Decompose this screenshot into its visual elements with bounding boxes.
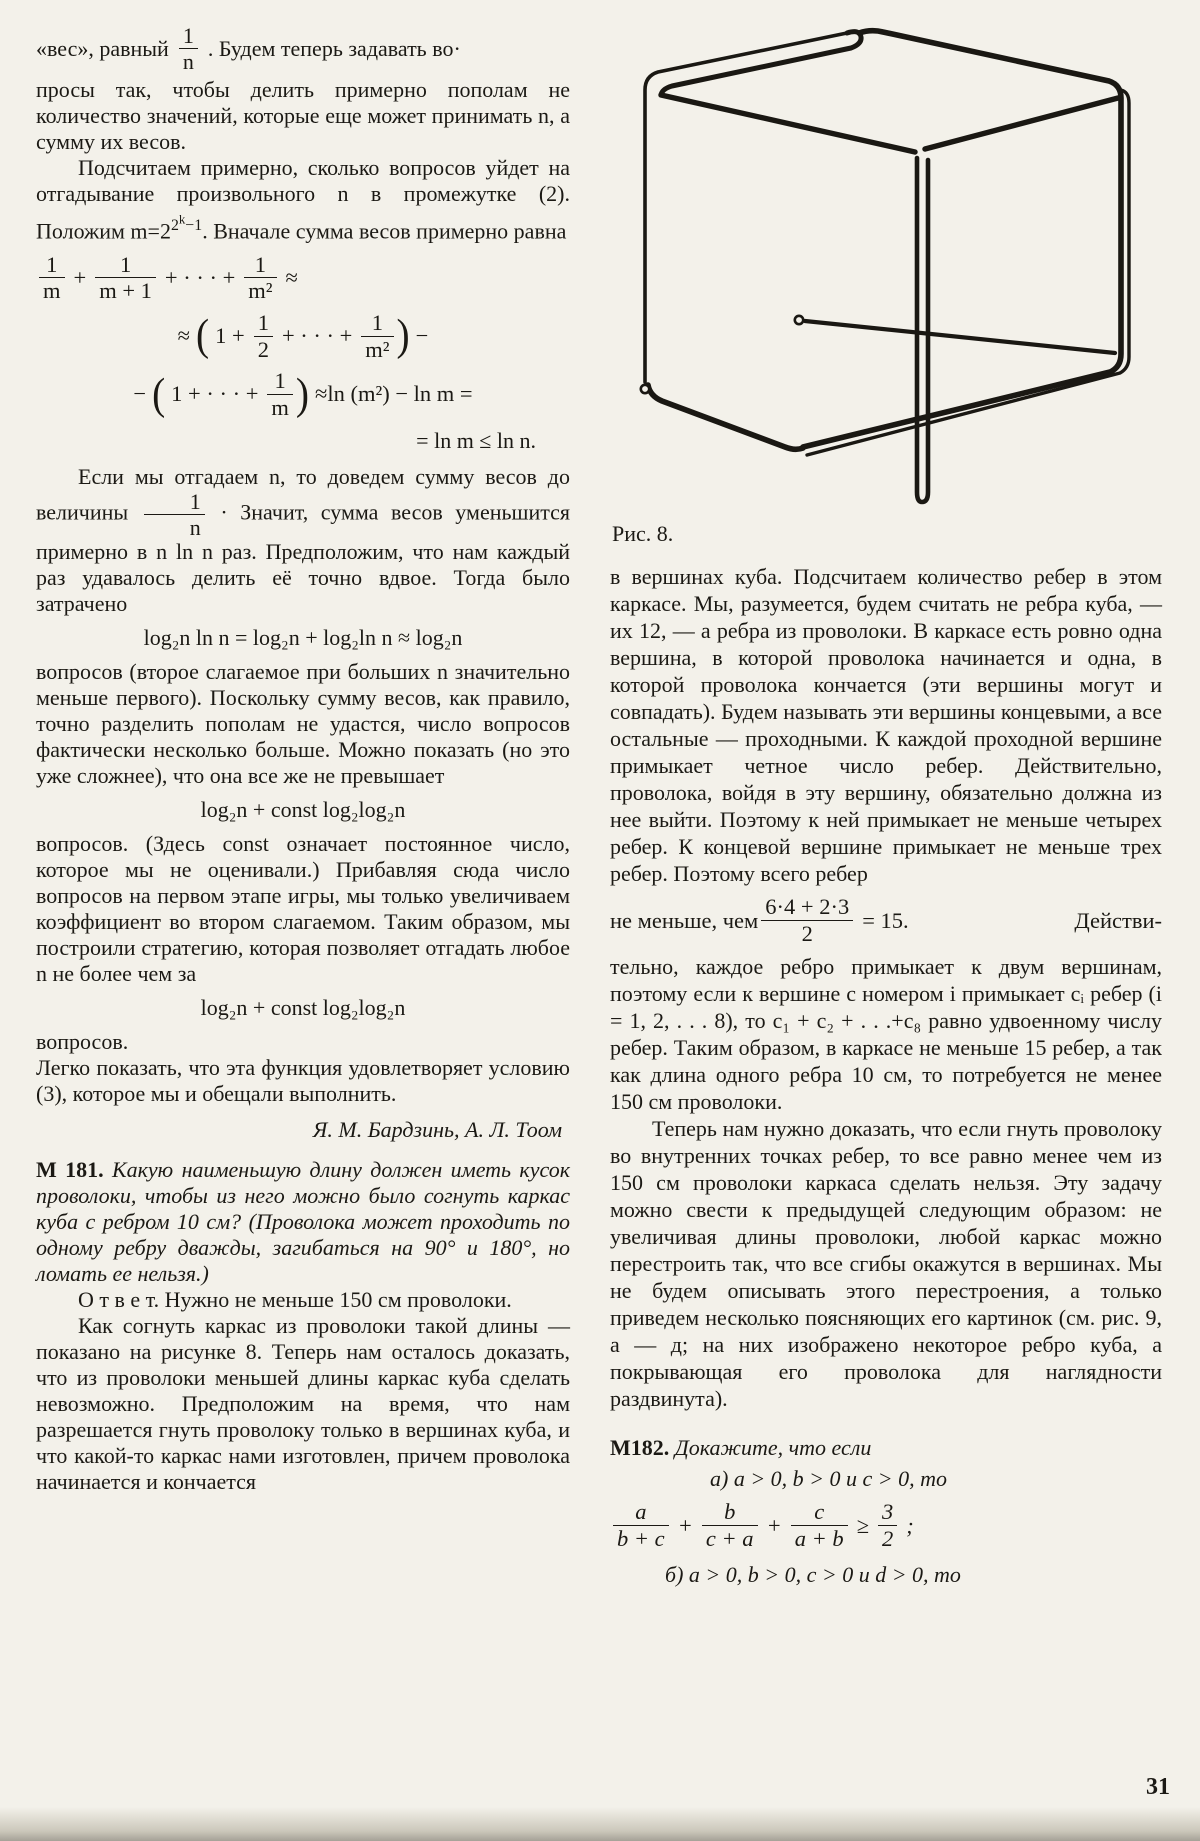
inline-fraction-1-over-n: $\frac{1}{n}$: [179, 24, 198, 73]
fraction: $\frac{1}{m}$: [267, 369, 293, 419]
formula-harmonic-sum-3: − ( 1 + · · · + $\frac{1}{m}$ ) ≈ln (m²) − ln m =: [133, 368, 473, 420]
figure-8-wire-cube: [610, 6, 1162, 518]
fraction: $\frac{1}{m + 1}$: [95, 253, 156, 303]
wire-cube-drawing: [615, 6, 1175, 511]
fraction: $\frac{1}{\text{m²}}$: [361, 311, 393, 361]
figure-caption: Рис. 8.: [612, 521, 674, 546]
para-if-guessed: Если мы отгадаем n, то доведем сумму весов до величины $\frac{1}{n}$ · Значит, сумма весов уменьшится примерно в n ln n раз. Предположим, что нам каждый раз удавалось делить её точно вдвое. Тогда было затрачено: [36, 463, 570, 616]
fraction: $\frac{1}{m}$: [39, 253, 65, 303]
exponent: 2k−1: [170, 212, 203, 235]
text-run: . Будем теперь задавать во·: [207, 35, 461, 61]
formula-m182-inequality: $\frac{a}{b + c}$ + $\frac{b}{c + a}$ + $\frac{c}{a + b}$ ≥ $\frac{3}{2}$ ;: [610, 1500, 1162, 1550]
left-paren: (: [152, 368, 166, 419]
para-each-edge: тельно, каждое ребро примыкает к двум вершинам, поэтому если к вершине с номером i примыкает cᵢ ребер (i = 1, 2, . . . 8), то c₁ + c₂ + . . .+c₈ равно удвоенному числу ребер. Таким образом, в каркасе не меньше 15 ребер, а так как длина одного ребра 10 см, то потребуется не менее 150 см проволоки.: [610, 954, 1162, 1115]
right-paren: ): [396, 310, 410, 360]
para-weights-line1: [36, 24, 570, 73]
authors-signature: Я. М. Бардзинь, А. Л. Тоом: [312, 1116, 562, 1142]
problem-m182-case-a: а) a > 0, b > 0 и c > 0, то: [710, 1466, 948, 1492]
para-count-questions: Подсчитаем примерно, сколько вопросов уйдет на отгадывание произвольного n в промежутке (2). Положим $m=2^{2^k-1}$. Вначале сумма весов примерно равна: [36, 155, 570, 244]
formula-edge-count: не меньше, чем $\frac{6\cdot 4 + 2\cdot 3}{2}$ = 15. Действи-: [610, 894, 1162, 946]
formula-harmonic-sum-2: ≈ ( 1 + $\frac{1}{2}$ + · · · + $\frac{1}{\text{m²}}$ ) −: [177, 310, 429, 362]
formula-ln-bound: = ln m ≤ ln n.: [416, 427, 536, 453]
fraction: $\frac{c}{a + b}$: [791, 1500, 848, 1550]
fraction: $\frac{6\cdot 4 + 2\cdot 3}{2}$: [761, 895, 853, 945]
left-column: [36, 24, 570, 1495]
problem-m182: [610, 1434, 1162, 1587]
text-run: «вес», равный: [36, 35, 169, 61]
para-now-prove: Теперь нам нужно доказать, что если гнуть проволоку во внутренних точках ребер, то все равно менее чем из 150 см проволоки каркаса сделать нельзя. Эту задачу можно свести к предыдущей следующим образом: не увеличивая длины проволоки, любой каркас можно перестроить так, что все сгибы окажутся в вершинах. Мы не будем описывать этого перестроения, а только приведем несколько поясняющих его картинок (см. рис. 9, а — д; на них изображено некоторое ребро куба, а покрывающая его проволока для наглядности раздвинута).: [610, 1116, 1162, 1412]
formula-harmonic-sum-1: $\frac{1}{m}$ + $\frac{1}{m + 1}$ + · · · + $\frac{1}{\text{m²}}$ ≈: [36, 253, 570, 303]
problem-m182-intro: М182. Докажите, что если: [610, 1435, 872, 1461]
fraction: $\frac{b}{c + a}$: [702, 1500, 758, 1550]
problem-m181: М 181. Какую наименьшую длину должен иметь кусок проволоки, чтобы из него можно было согнуть каркас куба с ребром 10 см? (Проволока может проходить по одному ребру дважды, загибаться на 90° и 180°, но ломать ее нельзя.): [36, 1156, 570, 1286]
fraction: $\frac{3}{2}$: [878, 1500, 897, 1550]
para-cube-vertices: в вершинах куба. Подсчитаем количество ребер в этом каркасе. Мы, разумеется, будем считать не ребра куба, — их 12, — а ребра из проволоки. В каркасе есть ровно одна вершина, в которой проволока начинается и одна, в которой проволока кончается (эти вершины могут и совпадать). Будем называть эти вершины концевыми, а все остальные — проходными. К каждой проходной вершине примыкает четное число ребер. Действительно, проволока, войдя в эту вершину, обязательно должна из нее выйти. Поэтому к ней примыкает не меньше четырех ребер. К концевой вершине примыкает не меньше трех ребер. Поэтому всего ребер: [610, 564, 1162, 886]
para-easy-to-show: Легко показать, что эта функция удовлетворяет условию (3), которое мы и обещали выполнить.: [36, 1054, 570, 1106]
wire-end-point: [641, 385, 649, 393]
formula-log2-const-1: log₂n + const log₂log₂n: [200, 796, 406, 822]
para-const-explanation: вопросов. (Здесь const означает постоянное число, которое мы не оценивали.) Прибавляя сюда число вопросов на первом этапе игры, мы только увеличиваем коэффициент во втором слагаемом. Таким образом, мы построили стратегию, которая позволяет отгадать любое n не более чем за: [36, 830, 570, 986]
right-paren: ): [295, 368, 310, 419]
fraction: $\frac{1}{2}$: [254, 311, 273, 361]
para-questions-word: вопросов.: [36, 1028, 129, 1054]
answer-label: О т в е т.: [78, 1286, 160, 1312]
cube-middle-vertical-wire: [917, 158, 928, 502]
bottom-scan-shadow: [0, 1807, 1200, 1841]
problem-m182-label: М182.: [610, 1435, 670, 1461]
para-weights-rest: просы так, чтобы делить примерно пополам не количество значений, которые еще может принимать n, а сумму их весов.: [36, 77, 570, 155]
problem-m182-case-b: б) a > 0, b > 0, c > 0 и d > 0, то: [665, 1561, 961, 1587]
para-questions-second-term: вопросов (второе слагаемое при больших n значительно меньше первого). Поскольку сумму весов, как правило, точно разделить пополам не удастся, число вопросов фактически несколько больше. Можно показать (но это уже сложнее), что она все же не превышает: [36, 658, 570, 788]
fraction: $\frac{a}{b + c}$: [613, 1500, 669, 1550]
formula-log2-expansion: log₂n ln n = log₂n + log₂ln n ≈ log₂n: [143, 624, 463, 650]
problem-m181-label: М 181.: [36, 1156, 104, 1182]
formula-log2-const-2: log₂n + const log₂log₂n: [200, 994, 406, 1020]
para-how-to-bend: Как согнуть каркас из проволоки такой длины — показано на рисунке 8. Теперь нам осталось доказать, что из проволоки меньшей длины каркас куба сделать невозможно. Предположим на время, что нам разрешается гнуть проволоку только в вершинах куба, и что какой-то каркас нами изготовлен, причем проволока начинается и кончается: [36, 1312, 570, 1494]
right-column: [610, 6, 1162, 1588]
page-number: 31: [1146, 1774, 1170, 1800]
fraction: $\frac{1}{\text{m²}}$: [244, 253, 276, 303]
answer-paragraph: О т в е т. Нужно не меньше 150 см проволоки.: [78, 1286, 512, 1312]
inline-fraction-1-over-n: $\frac{1}{n}$: [144, 490, 205, 539]
wire-end-point: [795, 316, 803, 324]
left-paren: (: [196, 310, 210, 360]
